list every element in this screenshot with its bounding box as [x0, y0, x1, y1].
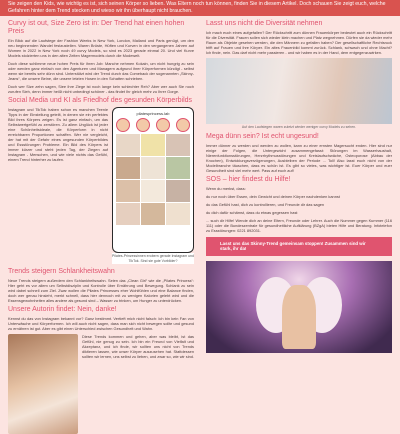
- bullet-item: du nur noch über Essen, dein Gewicht und deinen Körper nachdenken kannst: [206, 193, 340, 199]
- section-heading: Lasst uns nicht die Diversität nehmen: [206, 20, 323, 27]
- section-heading: Curvy ist out, Size Zero ist in: Der Trend hat einen hohen Preis: [8, 20, 185, 35]
- phone-screenshot: [112, 107, 194, 253]
- paragraph: Ich mach euch eines aufgefallen? Der Rückschritt zum dünnen Frauenkörper bedeutet auch ein Rückschritt für die Diversität. Frauen sollen sich wieder klein machen und Platz wegnehmen. Dürfen sie da wieder mehr Raum als Objekte gesehen werden, die den Männern zu gefallen haben? Der gesellschaftliche Rechtsruck trifft auf Frauen und ihre Körper. Ein altes Frauenbild kommt zurück. Schlank, schwach und ohne Macht? Ich finde, nein. Das darf nicht mehr passieren - und wir haben es in der Hand, dem entgegenzuwirken.: [206, 30, 392, 55]
- instagram-handle: pilatesprincess.lab: [136, 111, 170, 116]
- callout-box: [206, 237, 392, 256]
- section-heading: Trends steigern Schlankheitswahn: [8, 268, 115, 275]
- story-highlights: [116, 118, 190, 132]
- section-heading: Mega dünn sein? Ist echt ungesund!: [206, 132, 319, 140]
- paragraph: Doch wer Size zehn sagen, Siee ihre Ziege ist noch lange kein schlechter Reh? Aber wer auch Sie noch zurufen Sieh, denn immer heißt nicht unbedingt schöner - das findet Ihr gleich mehr zu Ihrer Gorge.: [8, 84, 194, 94]
- post-thumbnail: [166, 180, 190, 202]
- paragraph: Kennst du das von Instagram bekannt vor? Ganz bestimmt. Vertieft mich nicht falsch: Ich bin kein Fan von Unterwäsche und Körperformen. Ich will auch nicht sagen, dass man sich nicht bewegen sollte und gesund zu ernähren ist gut. Aber es gibt einen Unterschied zwischen Gesundheit und Wahn.: [8, 316, 194, 331]
- story-circle: [136, 118, 150, 132]
- instagram-figure: [112, 107, 194, 264]
- paragraph: Doch diese schlimme neue hohen Preis für ihren Job: Manche nehmen Kokain, um nicht hungrig zu sein oder werden ganz einfach von den Agenturen und Managern aufgrund ihrer Körperformen kündigt - selbst wenn sie bereits sehr dünn sind. Unterstützt wird der Trend durch das Comeback der sogenannten „Skinny-Jeans“, die unsere Beine, die unsere letzten Hosen in den Schatten schrieben.: [8, 61, 194, 81]
- callout-text: Lasst uns das Skinny-Trend gemeinsam stoppen! Zusammen sind wir stark, ihr da!: [220, 240, 366, 251]
- right-column: [206, 20, 392, 353]
- post-thumbnail: [116, 134, 140, 156]
- post-thumbnail: [116, 180, 140, 202]
- bullet-item: du das Gefühl hast, dich zu kontrollieren, und Freunde dir das sagen: [206, 201, 325, 207]
- section-heading: Social Media und KI als Friedhof des gesunden Körperbilds: [8, 97, 193, 104]
- post-grid: [116, 134, 190, 225]
- post-thumbnail: [166, 134, 190, 156]
- post-thumbnail: [166, 157, 190, 179]
- post-thumbnail: [141, 203, 165, 225]
- paragraph: Diese Trends kommen und gehen, aber was bleibt, ist das Gefühl, nie genug zu sein. Ich bin ein Freund von Vielfalt und Akzeptanz, und ich finde, wir sollten uns nicht von Trends diktieren lassen, wie unser Körper auszusehen hat. Stattdessen sollten wir lernen, uns selbst zu lieben, und zwar so, wie wir sind.: [82, 334, 195, 359]
- post-thumbnail: [141, 134, 165, 156]
- post-thumbnail: [141, 157, 165, 179]
- paragraph: Immer dünner zu werden und werden zu wollen, kann zu einer ernsten Magersucht enden. Hier sind nur einige der Folgen, die Untergewicht zusammengefasst: Störungen im Wasserhaushalt, Nierenfunktionsstörungen, Herzrhythmusstörungen und Kreislaufschwäche, Osteoporose (Abbau der Knochen), Entwicklungsverzögerungen, Ausbleiben der Periode ... Toll! Also lasst euch nicht von der Modelbranche täuschen, dass es schön ist. Es gibt so vieles, was wichtiger ist. Euer Körper und euer Gesundheit sind viel mehr wert. Pass auf euch auf!: [206, 142, 392, 173]
- image-caption: Auf den Laufstegen waren zuletzt wieder weniger curvy Models zu sehen.: [241, 125, 357, 129]
- section-heading: Unsere Autorin findet: Nein, danke!: [8, 306, 117, 313]
- image-caption: Pilates-Prinzessinnen erobern gerade Instagram und TikTok. Sind sie gute Vorbilder?: [112, 254, 194, 263]
- fashion-show-photo: [206, 261, 392, 353]
- post-thumbnail: [141, 180, 165, 202]
- banner-text: Sie zeigen den Kids, wie wichtig es ist, sich seinen Körper so lieben. Was Eltern noch tun können, finden Sie in diesem Artikel. Doch schauen Sie zeigt euch, welche Gefahren hinter dem Trend stecken und wieso wir ihn überhaupt nicht brauchen.: [8, 1, 386, 14]
- author-block: [8, 334, 194, 434]
- paragraph: Ein Blick auf die Laufstege der Fashion Weeks in New York, London, Mailand und Paris genügt, um den neu beginnenden Wandel festzustellen. Waren Brüste, Hüften und Kurven in den vergangenen Jahren auf Women in 2022 in New York noch 49 curvy Models, so sind es 2023 gerade einmal 20. Und viel Kurve Models stolzierten uns in den alten Zeiten Magermodels durch die Modewelt.: [8, 38, 194, 58]
- paragraph: Instagram und TikTok haben schon es manchen Teenie Tipps in der Einstellung geteilt, in denen sie ein perfektes Bild ihres Körpers zeigen. Es ist ganz einfach, um das Selbstwertgefühl zu zerstören. Zu allem Unglück ist jeder eine Schönheitsideale, die Körperform in nicht erreichbaren Proportionen schaffen. Wer nie vergleicht, der hat mit der Gefahr eines ungesunden Körperbildes und Essstörungen Probleme. Ein Bild des Körpers ist immer kürzer und steht jeden Tag, der Ziegen auf Instagram - Menschen, und wie viele nichts das Gefühl, einem Trend hinterher zu laufen.: [8, 107, 108, 162]
- paragraph: Wenn du merkst, dass:: [206, 185, 246, 191]
- paragraph: ... such dir Hilfe! Wende dich an deine Eltern, Freunde oder Lehrer. Auch die Nummer gegen Kummer (116 111) oder die Bundeszentrale für gesundheitliche Aufklärung (BZgA) bieten Hilfe und Beratung. Infotelefon zu Essstörungen: 0221 892031.: [206, 217, 392, 233]
- runway-photo: [206, 58, 392, 124]
- post-thumbnail: [116, 157, 140, 179]
- author-photo: [8, 334, 78, 434]
- section-heading: SOS – hier findest du Hilfe!: [206, 175, 291, 183]
- story-circle: [176, 118, 190, 132]
- model-figure: [282, 285, 316, 349]
- top-banner: [0, 0, 400, 16]
- story-circle: [156, 118, 170, 132]
- left-column: [8, 20, 194, 434]
- post-thumbnail: [166, 203, 190, 225]
- story-circle: [116, 118, 130, 132]
- bullet-item: du dich dafür schämst, dass du etwas gegessen hast: [206, 209, 298, 215]
- social-media-block: [8, 107, 194, 264]
- post-thumbnail: [116, 203, 140, 225]
- paragraph: Neue Trends steigern außerdem den Schlankheitswahn. Seien das „Clean Girl“ wie die „Pilates Princess“: Hier geht es vor allem um Selbstdisziplin und Kontrolle über Ernährung und Bewegung. Schlank zu sein wird dabei schnell zum Ziel. Zwar wollen die Pilates Princesses eher Wohlfühlen und eine Balance finden, doch wer genau hinsieht, merkt schnell, dass hier dennoch mit zu wenigen Kalorien gelebt wird und die Essensgewohnheiten alles andere als gesund sind – Wasser zu trinken, um Hunger zu unterdrücken.: [8, 278, 194, 303]
